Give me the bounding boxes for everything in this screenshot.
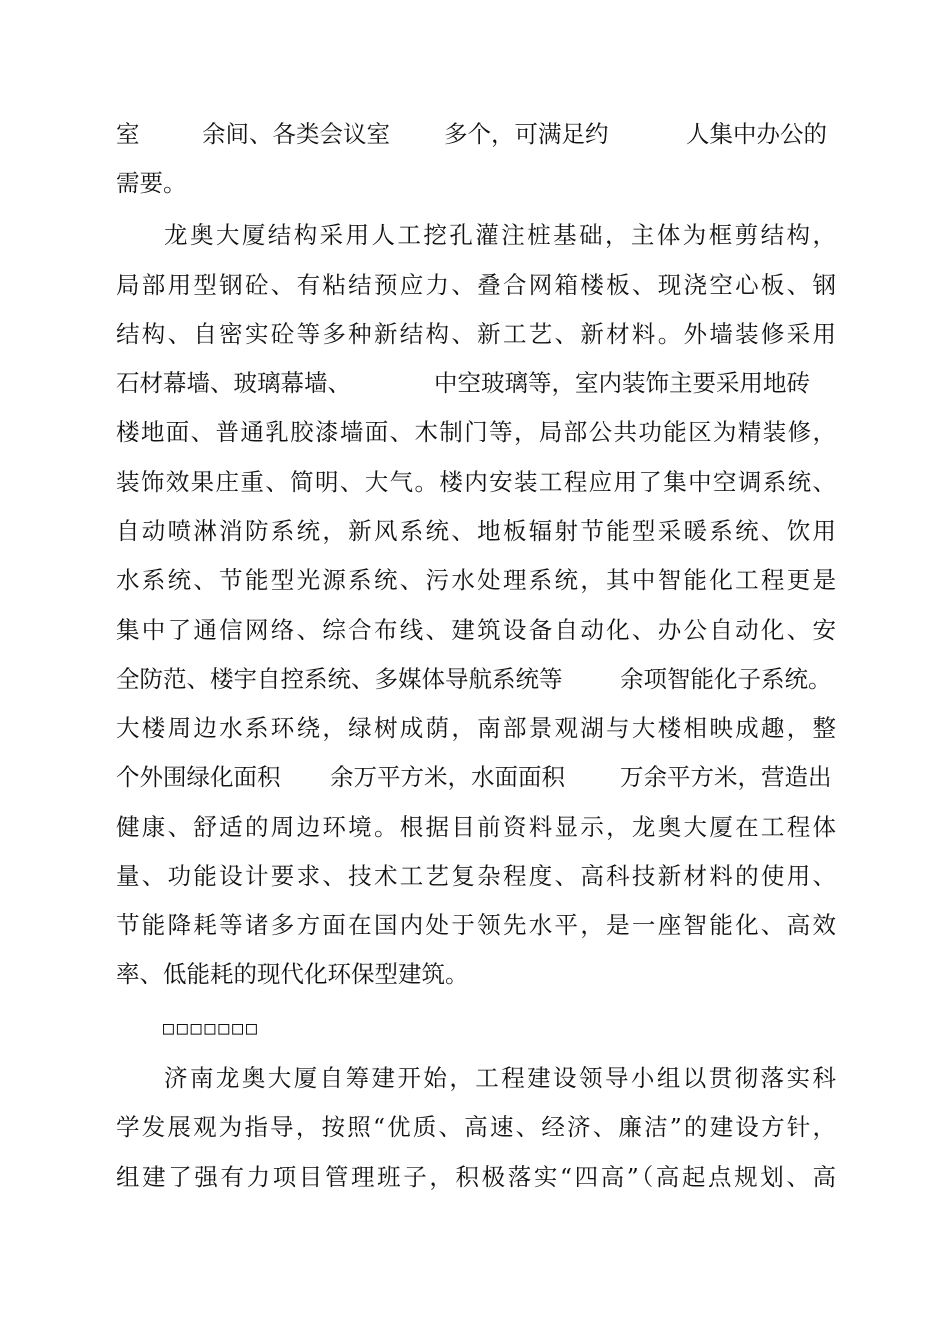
text-fragment: 中空玻璃等，室内装饰主要采用地砖 bbox=[434, 369, 810, 397]
text-fragment: 余间、各类会议室 bbox=[202, 120, 390, 148]
text-line: 水系统、节能型光源系统、污水处理系统，其中智能化工程更是 bbox=[116, 566, 836, 594]
text-fragment: 个外围绿化面积 bbox=[116, 763, 281, 791]
paragraph-first-line: 济南龙奥大厦自筹建开始，工程建设领导小组以贯彻落实科 bbox=[164, 1064, 836, 1092]
text-line: 装饰效果庄重、简明、大气。楼内安装工程应用了集中空调系统、 bbox=[116, 468, 836, 496]
text-fragment: 全防范、楼宇自控系统、多媒体导航系统等 bbox=[116, 665, 563, 693]
text-line bbox=[116, 363, 836, 403]
text-fragment: 石材幕墙、玻璃幕墙、 bbox=[116, 369, 351, 397]
text-line: 率、低能耗的现代化环保型建筑。 bbox=[116, 960, 469, 988]
text-line: 局部用型钢砼、有粘结预应力、叠合网箱楼板、现浇空心板、钢 bbox=[116, 271, 836, 299]
text-line: 楼地面、普通乳胶漆墙面、木制门等，局部公共功能区为精装修， bbox=[116, 418, 836, 446]
text-fragment: 余万平方米，水面面积 bbox=[330, 763, 565, 791]
text-fragment: 万余平方米，营造出 bbox=[620, 763, 832, 791]
text-line: 结构、自密实砼等多种新结构、新工艺、新材料。外墙装修采用 bbox=[116, 320, 836, 348]
text-line: 节能降耗等诸多方面在国内处于领先水平，是一座智能化、高效 bbox=[116, 911, 836, 939]
text-line: 需要。 bbox=[116, 169, 187, 197]
text-line: 自动喷淋消防系统，新风系统、地板辐射节能型采暖系统、饮用 bbox=[116, 517, 836, 545]
text-line: 学发展观为指导，按照“优质、高速、经济、廉洁”的建设方针， bbox=[116, 1113, 836, 1141]
text-line bbox=[116, 659, 836, 699]
section-heading: □□□□□□□ bbox=[163, 1018, 260, 1039]
text-line bbox=[116, 757, 836, 797]
paragraph-first-line: 龙奥大厦结构采用人工挖孔灌注桩基础，主体为框剪结构， bbox=[164, 221, 836, 249]
text-fragment: 人集中办公的 bbox=[686, 120, 827, 148]
text-line bbox=[116, 114, 836, 154]
text-line: 集中了通信网络、综合布线、建筑设备自动化、办公自动化、安 bbox=[116, 616, 836, 644]
text-fragment: 余项智能化子系统。 bbox=[620, 665, 832, 693]
text-line: 组建了强有力项目管理班子，积极落实“四高”（高起点规划、高 bbox=[116, 1163, 836, 1191]
text-fragment: 多个，可满足约 bbox=[444, 120, 609, 148]
text-line: 量、功能设计要求、技术工艺复杂程度、高科技新材料的使用、 bbox=[116, 862, 836, 890]
text-line: 健康、舒适的周边环境。根据目前资料显示，龙奥大厦在工程体 bbox=[116, 813, 836, 841]
text-fragment: 室 bbox=[116, 120, 140, 148]
text-line: 大楼周边水系环绕，绿树成荫，南部景观湖与大楼相映成趣，整 bbox=[116, 714, 836, 742]
